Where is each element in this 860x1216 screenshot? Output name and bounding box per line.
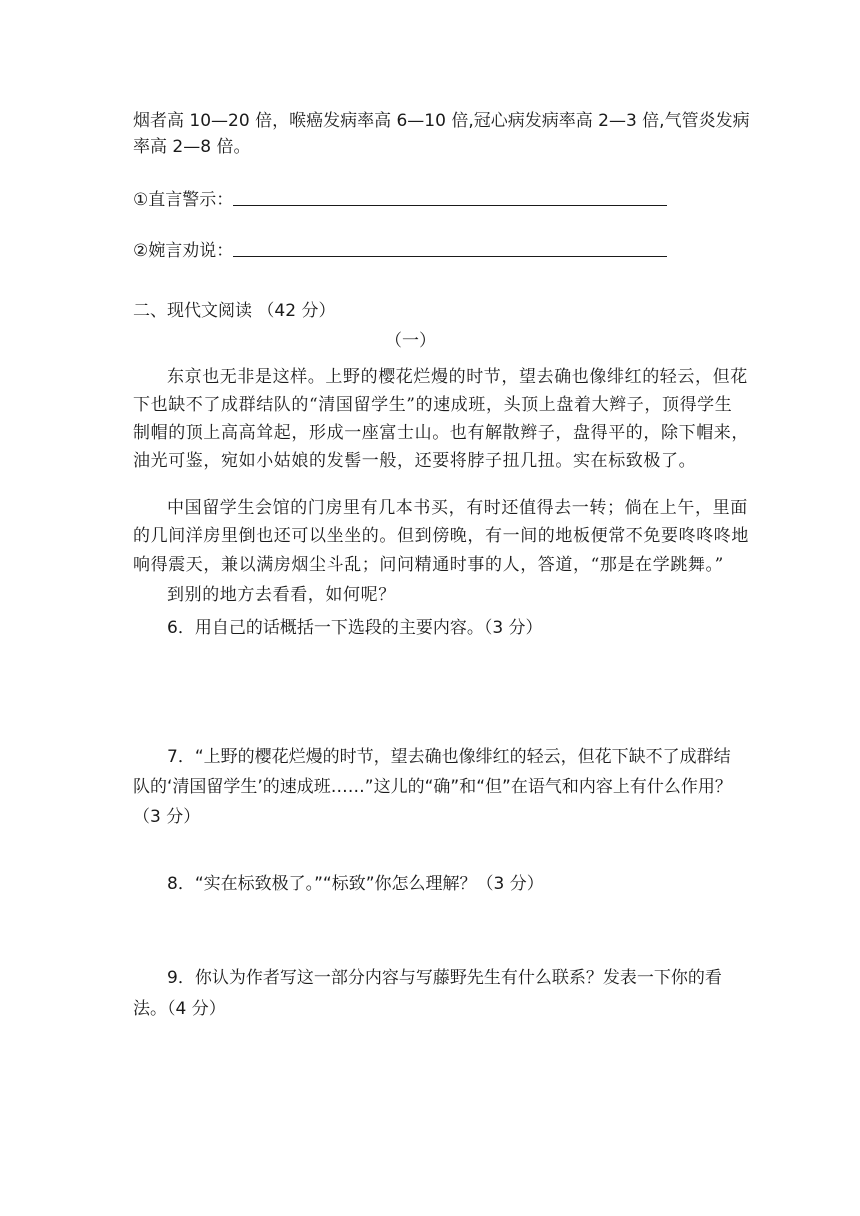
passage-line: 的几间洋房里倒也还可以坐坐的。但到傍晚，有一间的地板便常不免要咚咚咚地 (133, 526, 749, 546)
passage-number: （一） (385, 331, 436, 351)
intro-line-2: 率高 2—8 倍。 (133, 137, 251, 157)
tactful-advice-label: ②婉言劝说： (133, 241, 234, 261)
passage-line: 下也缺不了成群结队的“清国留学生”的速成班，头顶上盘着大辫子，顶得学生 (133, 395, 733, 415)
tactful-advice-answer-line[interactable] (233, 256, 667, 257)
question-7-line-1: 7．“上野的樱花烂熳的时节，望去确也像绯红的轻云，但花下缺不了成群结 (167, 747, 731, 767)
passage-line: 油光可鉴，宛如小姑娘的发髻一般，还要将脖子扭几扭。实在标致极了。 (133, 451, 697, 471)
question-6: 6．用自己的话概括一下选段的主要内容。（3 分） (167, 618, 543, 638)
passage-line: 中国留学生会馆的门房里有几本书买，有时还值得去一转；倘在上午，里面 (167, 498, 748, 518)
section-heading: 二、现代文阅读 （42 分） (133, 301, 336, 321)
question-8: 8．“实在标致极了。”“标致”你怎么理解？（3 分） (167, 874, 544, 894)
direct-warning-answer-line[interactable] (233, 205, 667, 206)
passage-line: 制帽的顶上高高耸起，形成一座富士山。也有解散辫子，盘得平的，除下帽来， (133, 423, 749, 443)
direct-warning-label: ①直言警示： (133, 190, 234, 210)
passage-line: 响得震天，兼以满房烟尘斗乱；问问精通时事的人，答道，“那是在学跳舞。” (133, 555, 724, 575)
question-9-line-1: 9．你认为作者写这一部分内容与写藤野先生有什么联系？发表一下你的看 (167, 968, 722, 988)
passage-line: 到别的地方去看看，如何呢？ (167, 585, 396, 605)
question-9-line-2: 法。（4 分） (133, 999, 226, 1019)
intro-line-1: 烟者高 10—20 倍，喉癌发病率高 6—10 倍,冠心病发病率高 2—3 倍,气管炎发病 (133, 111, 750, 131)
question-7-line-3: （3 分） (133, 807, 201, 827)
question-7-line-2: 队的‘清国留学生’的速成班……”这儿的“确”和“但”在语气和内容上有什么作用？ (133, 777, 732, 797)
passage-line: 东京也无非是这样。上野的樱花烂熳的时节，望去确也像绯红的轻云，但花 (167, 367, 748, 387)
